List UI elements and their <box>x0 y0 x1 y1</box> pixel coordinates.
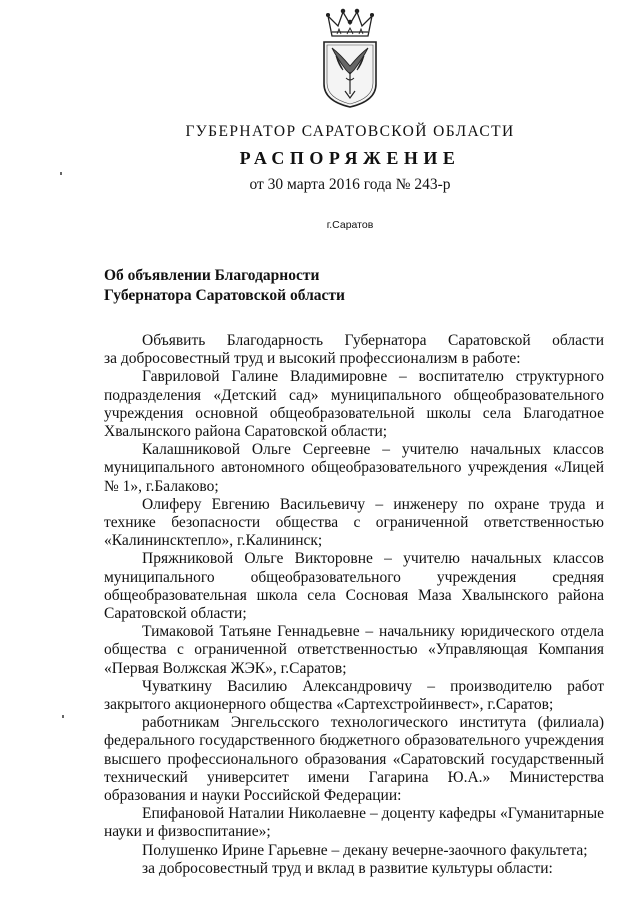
paragraph-pryazhnikova: Пряжниковой Ольге Викторовне – учителю начальных классов муниципального общеобразовательного учреждения средняя общеобразовательная школа села Сосновая Маза Хвалынского района Саратовской области; <box>104 550 604 623</box>
subject-line-2: Губернатора Саратовской области <box>104 287 345 304</box>
scan-speck <box>62 715 64 718</box>
scan-speck <box>60 172 62 175</box>
paragraph-olifer: Олиферу Евгению Васильевичу – инженеру по охране труда и технике безопасности общества с ограниченной ответственностью «Калининсктепло», г.Калининск; <box>104 495 604 550</box>
document-body <box>104 332 604 878</box>
saratov-coat-of-arms-emblem <box>319 8 381 108</box>
subject-heading <box>104 266 345 306</box>
paragraph-gavrilova: Гавриловой Галине Владимировне – воспитателю структурного подразделения «Детский сад» муниципального общеобразовательного учреждения основной общеобразовательной школы села Благодатное Хвалынского района Саратовской области; <box>104 368 604 441</box>
paragraph-kalashnikova: Калашниковой Ольге Сергеевне – учителю начальных классов муниципального автономного общеобразовательного учреждения «Лицей № 1», г.Балаково; <box>104 441 604 495</box>
paragraph-timakova: Тимаковой Татьяне Геннадьевне – начальнику юридического отдела общества с ограниченной ответственностью «Управляющая Компания «Первая Волжская ЖЭК», г.Саратов; <box>104 623 604 677</box>
paragraph-chuvatkin: Чуваткину Василию Александровичу – производителю работ закрытого акционерного общества «Сартехстройинвест», г.Саратов; <box>104 677 604 714</box>
date-and-number: от 30 марта 2016 года № 243-р <box>249 176 451 193</box>
document-type: РАСПОРЯЖЕНИЕ <box>239 148 461 168</box>
paragraph-announcement-cont: за добросовестный труд и высокий профессионализм в работе: <box>104 350 521 368</box>
paragraph-culture-contribution: за добросовестный труд и вклад в развитие культуры области: <box>142 859 553 877</box>
paragraph-epifanova: Епифановой Наталии Николаевне – доценту кафедры «Гуманитарные науки и физвоспитание»; <box>104 805 604 841</box>
issuing-authority: ГУБЕРНАТОР САРАТОВСКОЙ ОБЛАСТИ <box>185 123 515 140</box>
paragraph-engels-institute: работникам Энгельсского технологического института (филиала) федерального государственного бюджетного образовательного учреждения высшего профессионального образования «Саратовский государственный технический университет имени Гагарина Ю.А.» Министерства образования и науки Российской Федерации: <box>104 714 604 805</box>
subject-line-1: Об объявлении Благодарности <box>104 267 320 284</box>
paragraph-announcement: Объявить Благодарность Губернатора Саратовской области <box>142 332 604 349</box>
paragraph-polushenko: Полушенко Ирине Гарьевне – декану вечерне-заочного факультета; <box>142 841 588 859</box>
city: г.Саратов <box>326 219 374 231</box>
